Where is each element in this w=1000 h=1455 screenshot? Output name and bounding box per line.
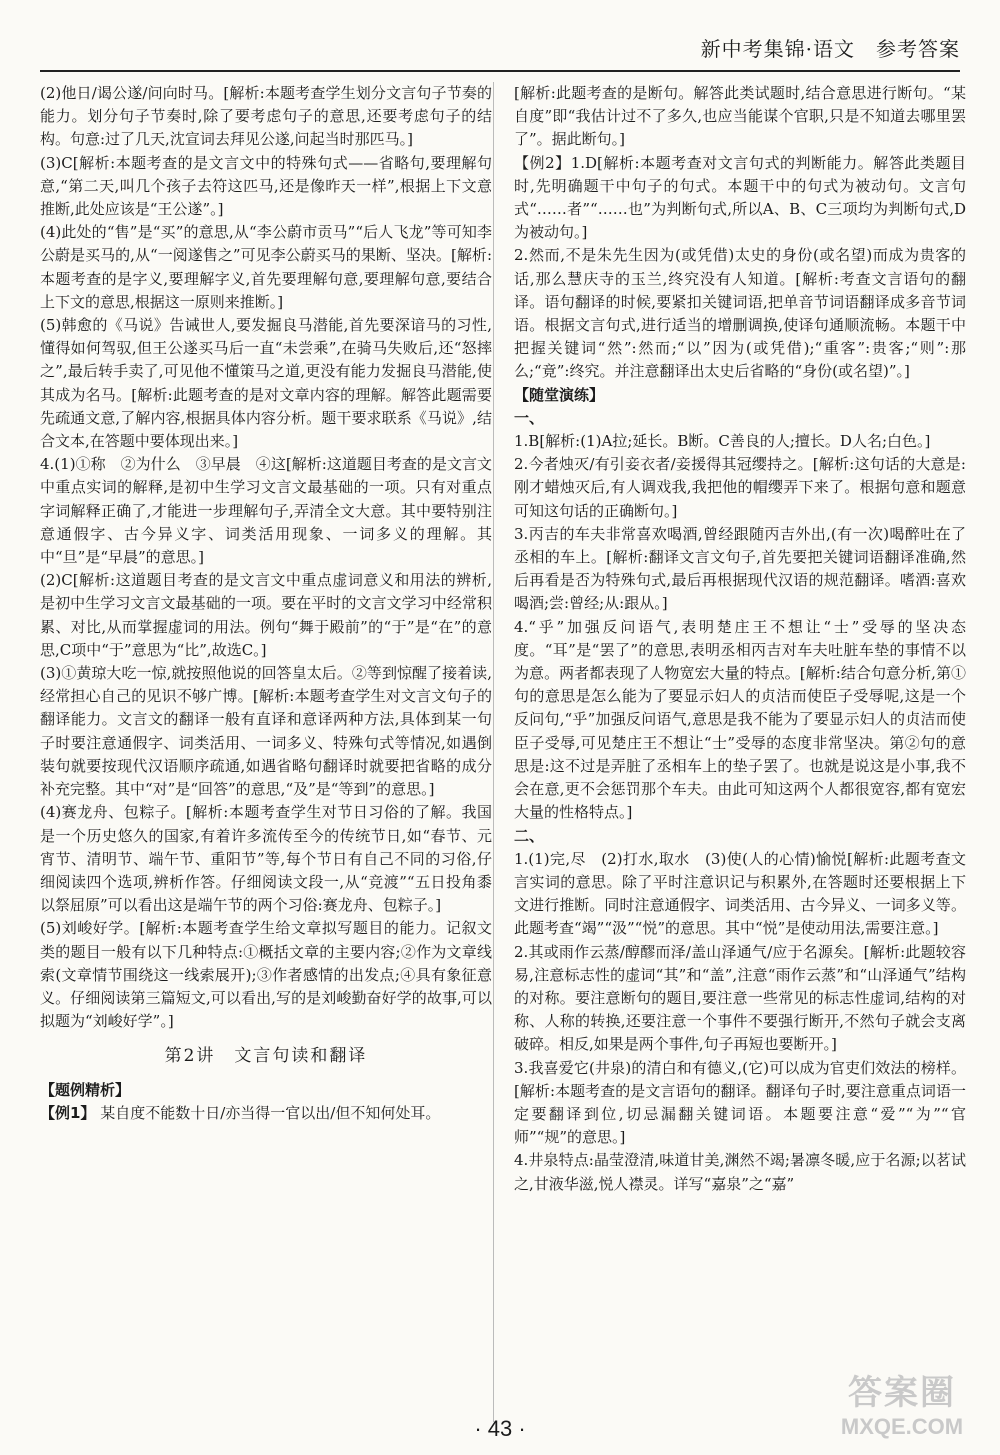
answer-paragraph: 2.然而,不是朱先生因为(或凭借)太史的身份(或名望)而成为贵客的话,那么慧庆寺的玉兰,终究没有人知道。[解析:考查文言语句的翻译。语句翻译的时候,要紧扣关键词语,把单音节词语翻译成多音节词语。根据文言句式,进行适当的增删调换,使译句通顺流畅。本题干中把握关键词“然”:然而;“以”因为(或凭借);“重客”:贵客;“则”:那么;“竟”:终究。并注意翻译出太史后省略的“身份(或名望)”。] [514,246,966,381]
header-title: 新中考集锦·语文 参考答案 [700,37,960,61]
answer-paragraph: 【例2】1.D[解析:本题考查对文言句式的判断能力。解答此类题目时,先明确题干中句子的句式。本题干中的句式为被动句。文言句式“……者”“……也”为判断句式,所以A、B、C三项均为判断句式,D为被动句。] [514,153,966,242]
right-column [514,82,966,1422]
answer-paragraph: 1.B[解析:(1)A拉;延长。B断。C善良的人;擅长。D人名;白色。] [514,432,931,451]
answer-paragraph: (4)此处的“售”是“买”的意思,从“李公蔚市贡马”“后人飞龙”等可知李公蔚是买马的,从“一阅遂售之”可见李公蔚买马的果断、坚决。[解析:本题考查的是字义,要理解字义,首先要理解句意,要理解句意,要结合上下文的意思,根据这一原则来推断。] [40,223,492,311]
answer-paragraph: [解析:此题考查的是断句。解答此类试题时,结合意思进行断句。“某自度”即“我估计过不了多久,也应当能谋个官职,只是不知道去哪里罢了”。据此断句。] [514,84,966,149]
answer-paragraph: (3)①黄琼大吃一惊,就按照他说的回答皇太后。②等到惊醒了接着读,经常担心自己的见识不够广博。[解析:本题考查学生对文言文句子的翻译能力。文言文的翻译一般有直译和意译两种方法,具体到某一句子时要注意通假字、词类活用、一词多义、特殊句式等情况,如遇倒装句就要按现代汉语顺序疏通,如遇省略句翻译时就要把省略的成分补充完整。其中“对”是“回答”的意思,“及”是“等到”的意思。] [40,664,492,799]
subheading: 【题例精析】 [40,1080,131,1099]
example-1 [40,1102,492,1125]
left-column [40,82,492,1422]
answer-paragraph: (2)他日/谒公遂/问向时马。[解析:本题考查学生划分文言句子节奏的能力。划分句子节奏时,除了要考虑句子的意思,还要考虑句子的结构。句意:过了几天,沈宣词去拜见公遂,问起当时那匹马。] [40,84,492,149]
watermark-logo [822,1365,982,1445]
page-header [40,14,960,72]
answer-paragraph: 2.其或雨作云蒸/醇醪而泽/盖山泽通气/应于名源矣。[解析:此题较容易,注意标志性的虚词“其”和“盖”,注意“雨作云蒸”和“山泽通气”结构的对称。要注意断句的题目,要注意一些常见的标志性虚词,结构的对称、人称的转换,还要注意一个事件不要强行断开,不然句子就会支离破碎。相反,如果是两个事件,句子再短也要断开。] [514,942,966,1054]
answer-paragraph: 4.井泉特点:晶莹澄清,味道甘美,渊然不竭;暑凛冬暖,应于名源;以茗试之,甘液华滋,悦人襟灵。详写“嘉泉”之“嘉” [514,1151,966,1193]
part-heading: 一、 [514,408,545,427]
answer-paragraph: 4.“乎”加强反问语气,表明楚庄王不想让“士”受辱的坚决态度。“耳”是“罢了”的意思,表明丞相丙吉对车夫吐脏车垫的事情不以为意。两者都表现了人物宽宏大量的特点。[解析:结合句意分析,第①句的意思是怎么能为了要显示妇人的贞洁而使臣子受辱呢,这是一个反问句,“乎”加强反问语气,意思是我不能为了要显示妇人的贞洁而使臣子受辱,可见楚庄王不想让“士”受辱的态度非常坚决。第②句的意思是:这不过是弄脏了丞相车上的垫子罢了。也就是说这是小事,我不会在意,更不会惩罚那个车夫。由此可知这两个人都很宽容,都有宽宏大量的性格特点。] [514,617,966,822]
watermark-text: 答案圈 [848,1374,956,1412]
watermark-url: MXQE.COM [840,1414,964,1439]
answer-paragraph: (4)赛龙舟、包粽子。[解析:本题考查学生对节日习俗的了解。我国是一个历史悠久的国家,有着许多流传至今的传统节日,如“春节、元宵节、清明节、端午节、重阳节”等,每个节日有自己不同的习俗,仔细阅读四个选项,辨析作答。仔细阅读文段一,从“竞渡”“五日投角黍以祭屈原”可以看出这是端午节的两个习俗:赛龙舟、包粽子。] [40,803,492,915]
column-divider [493,82,494,1422]
answer-paragraph: 1.(1)完,尽 (2)打水,取水 (3)使(人的心情)愉悦[解析:此题考查文言实词的意思。除了平时注意识记与积累外,在答题时还要根据上下文进行推断。同时注意通假字、词类活用、古今异义、一词多义等。此题考查“竭”“汲”“悦”的意思。其中“悦”是使动用法,需要注意。] [514,849,966,938]
subheading: 【随堂演练】 [514,385,605,404]
answer-paragraph: (2)C[解析:这道题目考查的是文言文中重点虚词意义和用法的辨析,是初中生学习文言文最基础的一项。要在平时的文言文学习中经常积累、对比,从而掌握虚词的用法。例句“舞于殿前”的“于”是“在”的意思,C项中“于”意思为“比”,故选C。] [40,571,492,659]
answer-paragraph: 4.(1)①称 ②为什么 ③早晨 ④这[解析:这道题目考查的是文言文中重点实词的解释,是初中生学习文言文最基础的一项。只有对重点字词解释正确了,才能进一步理解句子,弄清全文大意。其中要特别注意通假字、古今异义字、词类活用现象、一词多义的理解。其中“旦”是“早晨”的意思。] [40,455,492,567]
answer-paragraph: (5)韩愈的《马说》告诫世人,要发掘良马潜能,首先要深谙马的习性,懂得如何驾驭,但王公遂买马后一直“未尝乘”,在骑马失败后,还“怒摔之”,最后转手卖了,可见他不懂策马之道,更没有能力发掘良马潜能,使其成为名马。[解析:此题考查的是对文章内容的理解。解答此题需要先疏通文意,了解内容,根据具体内容分析。题干要求联系《马说》,结合文本,在答题中要体现出来。] [40,316,492,451]
answer-paragraph: (3)C[解析:本题考查的是文言文中的特殊句式——省略句,要理解句意,“第二天,叫几个孩子去符这匹马,还是像昨天一样”,根据上下文意推断,此处应该是“王公遂”。] [40,153,492,219]
page-number: · 43 · [474,1416,526,1441]
example-label: 【例1】 [40,1103,96,1122]
section-title: 第2讲 文言句读和翻译 [164,1046,368,1067]
part-heading: 二、 [514,826,545,845]
answer-paragraph: 2.今者烛灭/有引妾衣者/妾援得其冠缨持之。[解析:这句话的大意是:刚才蜡烛灭后,有人调戏我,我把他的帽缨弄下来了。根据句意和题意可知这句话的正确断句。] [514,455,966,520]
answer-paragraph: 3.我喜爱它(井泉)的清白和有德义,(它)可以成为官吏们效法的榜样。[解析:本题考查的是文言语句的翻译。翻译句子时,要注意重点词语一定要翻译到位,切忌漏翻关键词语。本题要注意“爱”“为”“官师”“规”的意思。] [514,1058,966,1147]
example-text: 某自度不能数十日/亦当得一官以出/但不知何处耳。 [100,1103,441,1122]
answer-paragraph: 3.丙吉的车夫非常喜欢喝酒,曾经跟随丙吉外出,(有一次)喝醉吐在了丞相的车上。[解析:翻译文言文句子,首先要把关键词语翻译准确,然后再看是否为特殊句式,最后再根据现代汉语的规范翻译。嗜酒:喜欢喝酒;尝:曾经;从:跟从。] [514,524,966,613]
answer-paragraph: (5)刘峻好学。[解析:本题考查学生给文章拟写题目的能力。记叙文类的题目一般有以下几种特点:①概括文章的主要内容;②作为文章线索(文章情节围绕这一线索展开);③作者感情的出发点;④具有象征意义。仔细阅读第三篇短文,可以看出,写的是刘峻勤奋好学的故事,可以拟题为“刘峻好学”。] [40,919,492,1031]
